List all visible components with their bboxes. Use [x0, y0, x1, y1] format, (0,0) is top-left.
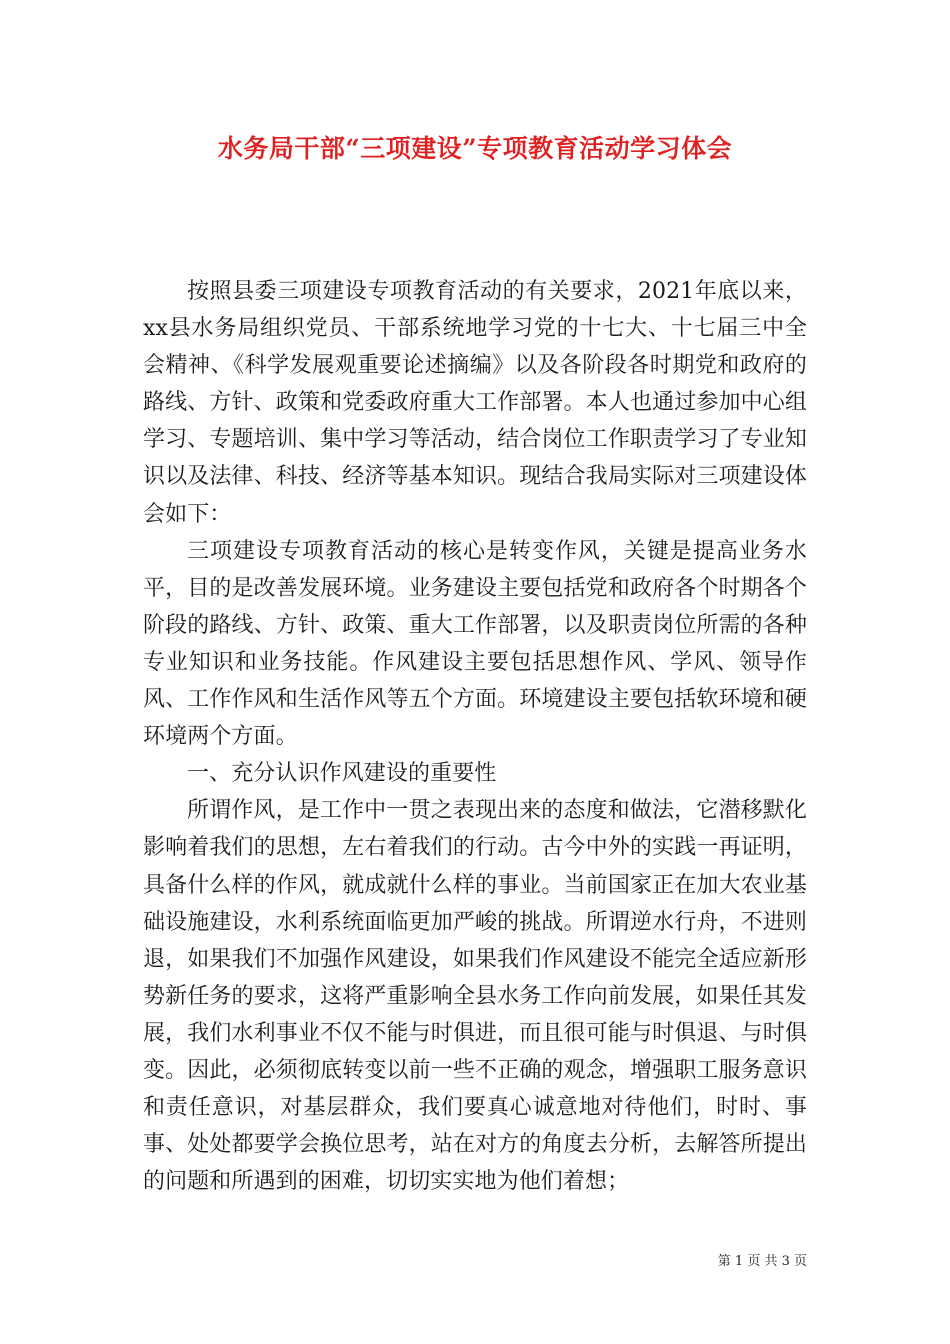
page-number: 第 1 页 共 3 页 — [717, 1254, 807, 1269]
section-heading-1: 一、充分认识作风建设的重要性 — [187, 761, 497, 787]
document-title: 水务局干部“三项建设”专项教育活动学习体会 — [217, 134, 733, 163]
document-body — [143, 273, 807, 1200]
paragraph-style: 所谓作风，是工作中一贯之表现出来的态度和做法，它潜移默化影响着我们的思想，左右着我们的行动。古今中外的实践一再证明，具备什么样的作风，就成就什么样的事业。当前国家正在加大农业基础设施建设，水利系统面临更加严峻的挑战。所谓逆水行舟，不进则退，如果我们不加强作风建设，如果我们作风建设不能完全适应新形势新任务的要求，这将严重影响全县水务工作向前发展，如果任其发展，我们水利事业不仅不能与时俱进，而且很可能与时俱退、与时俱变。因此，必须彻底转变以前一些不正确的观念，增强职工服务意识和责任意识，对基层群众，我们要真心诚意地对待他们，时时、事事、处处都要学会换位思考，站在对方的角度去分析，去解答所提出的问题和所遇到的困难，切切实实地为他们着想； — [143, 798, 807, 1195]
paragraph-core: 三项建设专项教育活动的核心是转变作风，关键是提高业务水平，目的是改善发展环境。业务建设主要包括党和政府各个时期各个阶段的路线、方针、政策、重大工作部署，以及职责岗位所需的各种专业知识和业务技能。作风建设主要包括思想作风、学风、领导作风、工作作风和生活作风等五个方面。环境建设主要包括软环境和硬环境两个方面。 — [143, 538, 807, 750]
paragraph-intro: 按照县委三项建设专项教育活动的有关要求，2021年底以来，xx县水务局组织党员、干部系统地学习党的十七大、十七届三中全会精神、《科学发展观重要论述摘编》以及各阶段各时期党和政府的路线、方针、政策和党委政府重大工作部署。本人也通过参加中心组学习、专题培训、集中学习等活动，结合岗位工作职责学习了专业知识以及法律、科技、经济等基本知识。现结合我局实际对三项建设体会如下： — [143, 279, 807, 527]
